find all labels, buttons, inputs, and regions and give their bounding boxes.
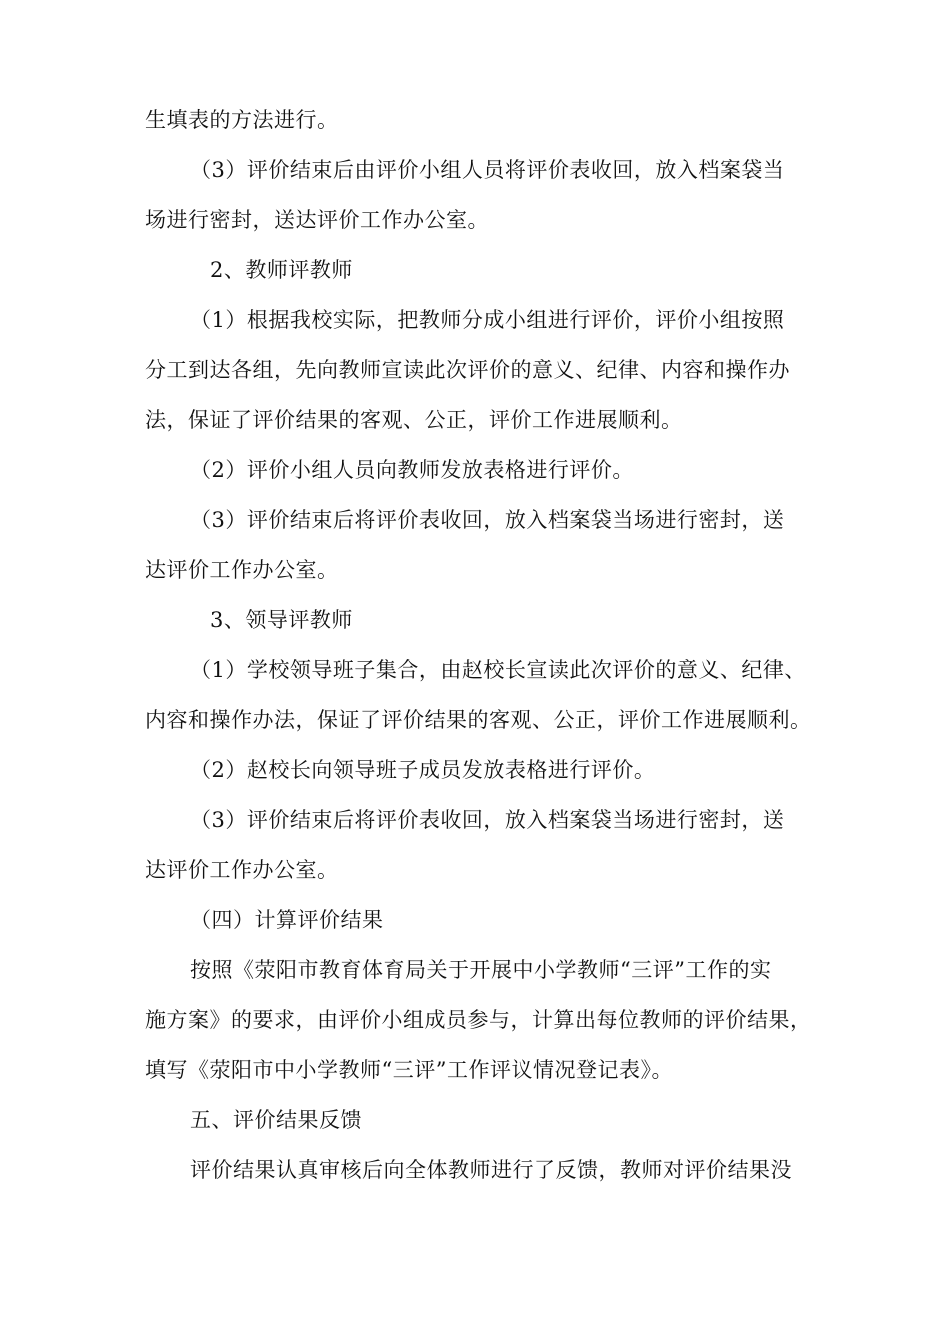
text-line: 填写《荥阳市中小学教师“三评”工作评议情况登记表》。 (145, 1058, 673, 1082)
text-line: （3）评价结束后将评价表收回，放入档案袋当场进行密封，送 (190, 808, 785, 832)
text-line: 内容和操作办法，保证了评价结果的客观、公正，评价工作进展顺利。 (145, 708, 812, 732)
text-line: 按照《荥阳市教育体育局关于开展中小学教师“三评”工作的实 (190, 958, 772, 982)
section-heading: 五、评价结果反馈 (190, 1108, 362, 1132)
text-line: 生填表的方法进行。 (145, 108, 339, 132)
text-line: （3）评价结束后由评价小组人员将评价表收回，放入档案袋当 (190, 158, 785, 182)
text-line: 法，保证了评价结果的客观、公正，评价工作进展顺利。 (145, 408, 683, 432)
text-line: 达评价工作办公室。 (145, 558, 339, 582)
text-line: 评价结果认真审核后向全体教师进行了反馈，教师对评价结果没 (190, 1158, 792, 1182)
text-line: （3）评价结束后将评价表收回，放入档案袋当场进行密封，送 (190, 508, 785, 532)
text-line: （2）赵校长向领导班子成员发放表格进行评价。 (190, 758, 656, 782)
text-line: 达评价工作办公室。 (145, 858, 339, 882)
section-heading: （四）计算评价结果 (190, 908, 384, 932)
text-line: 分工到达各组，先向教师宣读此次评价的意义、纪律、内容和操作办 (145, 358, 790, 382)
text-line: 场进行密封，送达评价工作办公室。 (145, 208, 489, 232)
text-line: （1）根据我校实际，把教师分成小组进行评价，评价小组按照 (190, 308, 785, 332)
section-heading: 3、领导评教师 (210, 608, 353, 632)
text-line: （2）评价小组人员向教师发放表格进行评价。 (190, 458, 634, 482)
section-heading: 2、教师评教师 (210, 258, 353, 282)
text-line: （1）学校领导班子集合，由赵校长宣读此次评价的意义、纪律、 (190, 658, 806, 682)
text-line: 施方案》的要求，由评价小组成员参与，计算出每位教师的评价结果， (145, 1008, 812, 1032)
